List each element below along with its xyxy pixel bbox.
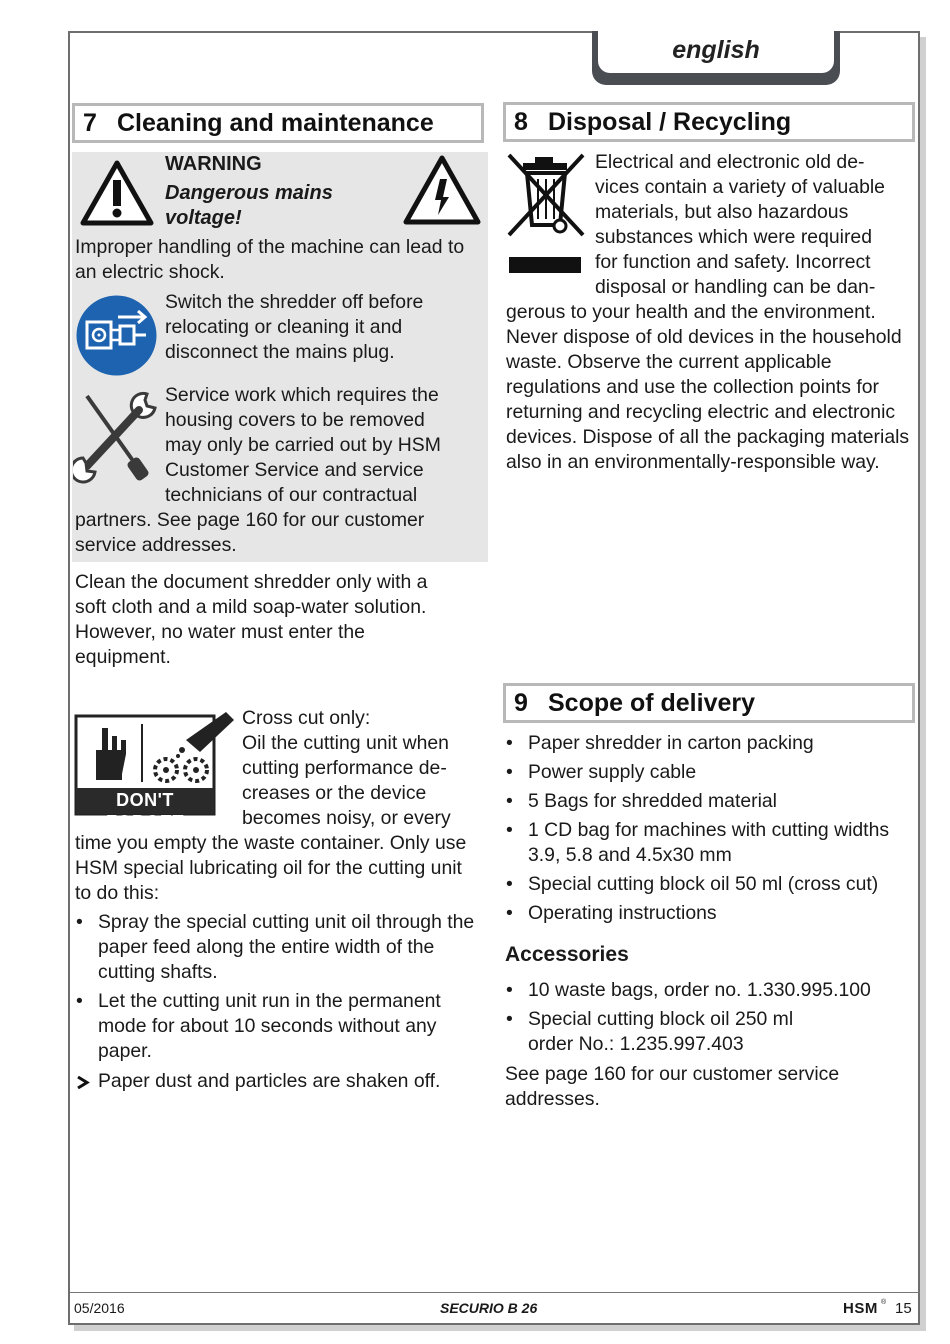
oil-line-1: Cross cut only:	[242, 707, 371, 729]
service-line-4: Customer Service and service	[165, 459, 424, 481]
section-title: Cleaning and maintenance	[117, 109, 434, 137]
tools-icon	[73, 388, 159, 484]
oil-line-5: becomes noisy, or every	[242, 807, 451, 829]
disposal-line-3: materials, but also hazardous	[595, 201, 849, 223]
warning-headline-1: Dangerous mains	[165, 182, 333, 204]
list-item: • 1 CD bag for machines with cutting widths 3.9, 5.8 and 4.5x30 mm	[506, 819, 890, 866]
oil-intro-tail: time you empty the waste container. Only use HSM special lubricating oil for the cutting unit to do this:	[75, 832, 467, 904]
registered-mark: ®	[881, 1299, 887, 1306]
language-label: english	[598, 31, 834, 73]
disconnect-plug-icon	[76, 295, 157, 376]
service-line-5: technicians of our contractual	[165, 484, 418, 506]
oil-line-3: cutting performance de-	[242, 757, 447, 779]
list-item: • Operating instructions	[506, 902, 717, 924]
see-page-text: See page 160 for our customer service addresses.	[505, 1063, 840, 1110]
service-line-3: may only be carried out by HSM	[165, 434, 441, 456]
dont-forget-label: DON'T FORGET	[106, 790, 184, 832]
result-line	[75, 1069, 475, 1094]
warning-text: Improper handling of the machine can lead to an electric shock.	[75, 236, 465, 283]
footer-date: 05/2016	[74, 1300, 125, 1316]
switch-off-text: Switch the shredder off before relocating or cleaning it and disconnect the mains plug.	[165, 291, 424, 363]
disposal-line-4: substances which were required	[595, 226, 872, 248]
oil-intro-block	[242, 706, 482, 831]
warning-headline-2: voltage!	[165, 207, 242, 229]
disposal-line-1: Electrical and electronic old de-	[595, 151, 865, 173]
list-item: • 10 waste bags, order no. 1.330.995.100	[506, 979, 871, 1001]
list-item: • Power supply cable	[506, 761, 697, 783]
disposal-line-2: vices contain a variety of valuable	[595, 176, 885, 198]
oil-steps-list	[75, 910, 475, 1068]
service-text-tail: partners. See page 160 for our customer service addresses.	[75, 509, 425, 556]
list-item: • Spray the special cutting unit oil through the paper feed along the entire width of the cutting shafts.	[76, 911, 475, 983]
crossed-bin-icon	[505, 153, 587, 275]
disposal-line-5: for function and safety. Incorrect	[595, 251, 871, 273]
disposal-text-block	[595, 150, 915, 300]
disposal-text-tail: gerous to your health and the environment. Never dispose of old devices in the household waste. Observe the current applicable regulations and use the collection points for returning and recycling electric and electronic devices. Dispose of all the packaging materials also in an environmentally-responsible way.	[506, 301, 910, 473]
result-arrow-icon	[76, 1076, 90, 1089]
section-7-heading	[72, 103, 484, 143]
section-title: Disposal / Recycling	[548, 108, 792, 136]
list-item: • Let the cutting unit run in the permanent mode for about 10 seconds without any paper.	[76, 990, 441, 1062]
oil-line-4: creases or the device	[242, 782, 427, 804]
delivery-list	[505, 731, 913, 930]
footer-page-number: 15	[895, 1300, 912, 1317]
footer-divider	[70, 1292, 920, 1293]
accessories-list	[505, 978, 913, 1061]
high-voltage-icon	[403, 155, 481, 225]
service-text-block	[165, 383, 475, 508]
disposal-line-6: disposal or handling can be dan-	[595, 276, 876, 298]
footer-model: SECURIO B 26	[440, 1300, 538, 1316]
list-item: • Paper shredder in carton packing	[506, 732, 814, 754]
section-8-heading	[503, 102, 915, 142]
warning-triangle-icon	[80, 160, 154, 226]
result-text: Paper dust and particles are shaken off.	[98, 1070, 441, 1092]
clean-text: Clean the document shredder only with a soft cloth and a mild soap-water solution. However, no water must enter the equipment.	[75, 571, 428, 668]
footer-brand-logo: HSM	[843, 1300, 878, 1317]
service-line-2: housing covers to be removed	[165, 409, 425, 431]
list-item: • 5 Bags for shredded material	[506, 790, 777, 812]
section-number: 7	[83, 109, 97, 137]
section-title: Scope of delivery	[548, 689, 756, 717]
section-number: 8	[514, 108, 528, 136]
list-item: • Special cutting block oil 250 ml order No.: 1.235.997.403	[506, 1008, 794, 1055]
section-number: 9	[514, 689, 528, 717]
accessories-heading: Accessories	[505, 943, 629, 966]
section-9-heading	[503, 683, 915, 723]
list-item: • Special cutting block oil 50 ml (cross cut)	[506, 873, 879, 895]
service-line-1: Service work which requires the	[165, 384, 439, 406]
warning-label: WARNING	[165, 153, 262, 175]
oil-line-2: Oil the cutting unit when	[242, 732, 449, 754]
